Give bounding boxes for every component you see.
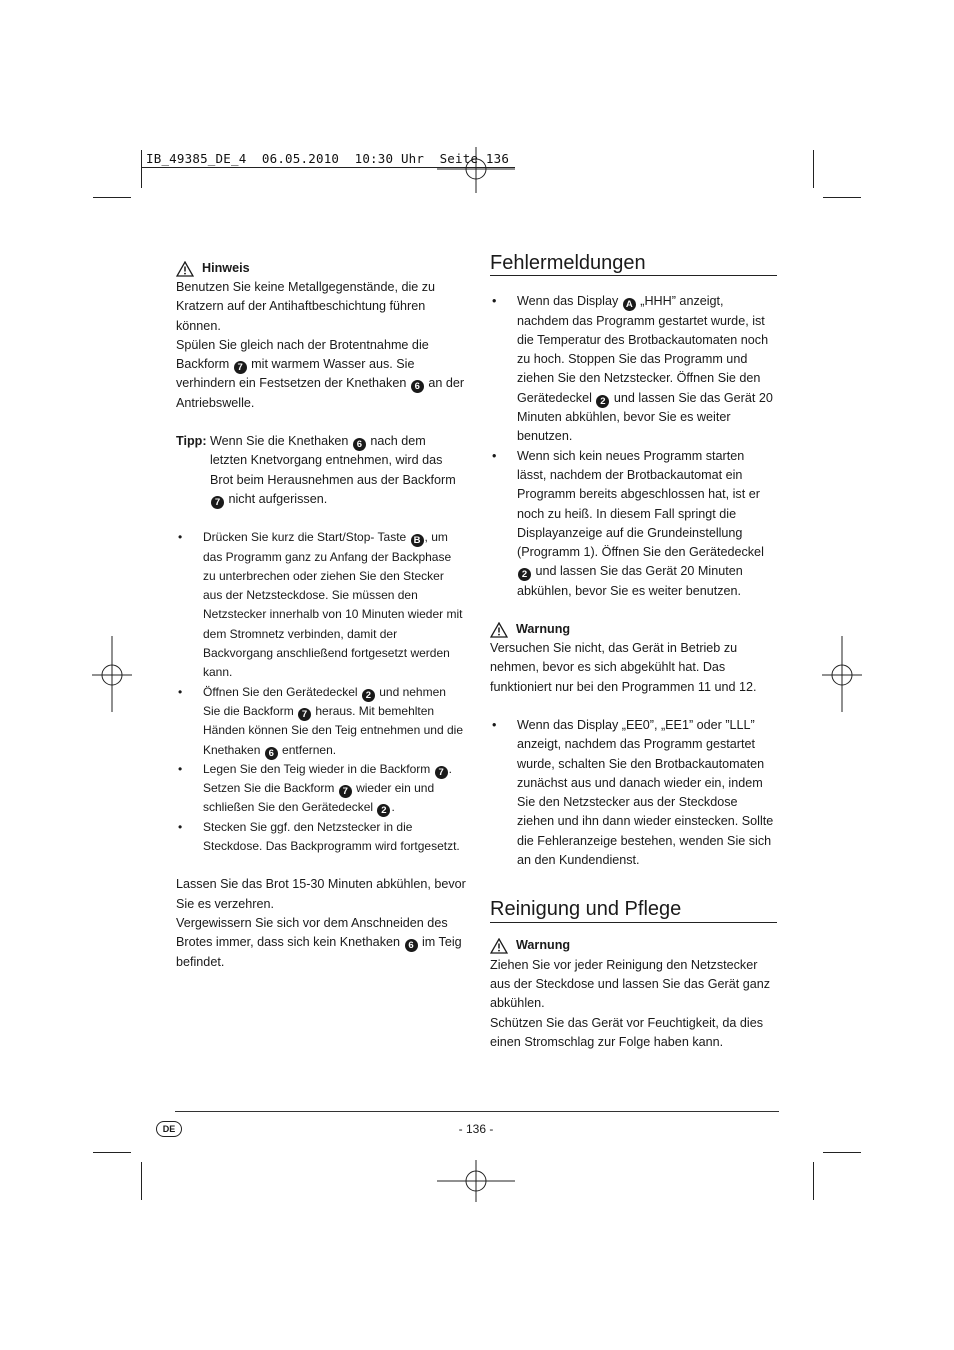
- ref-number-icon: 7: [435, 766, 448, 779]
- list-item: [490, 292, 777, 446]
- right-column: [490, 254, 777, 1052]
- list-item: [490, 447, 777, 601]
- print-slug: IB_49385_DE_4 06.05.2010 10:30 Uhr Seite 136: [146, 151, 510, 166]
- text-run: nicht aufgerissen.: [225, 491, 328, 506]
- ref-number-icon: 6: [353, 438, 366, 451]
- left-bullet-list: [176, 528, 466, 856]
- text-run: Wenn sich kein neues Programm starten lässt, nachdem der Brotbackautomat ein Programm bereits abgeschlossen hat, ist er noch zu heiß. In diesem Fall springt die Displayanzeige auf die Grundeinstellung (Programm 1). Öffnen Sie den Gerätedeckel: [517, 448, 764, 560]
- text-run: Wenn das Display: [517, 294, 622, 309]
- registration-mark-left: [92, 636, 134, 714]
- warning-icon: [176, 261, 194, 277]
- ref-number-icon: 7: [339, 785, 352, 798]
- warning-icon: [490, 938, 508, 954]
- hinweis-paragraph-1: [176, 278, 466, 336]
- warnung-heading-2: [490, 937, 777, 956]
- text-run: Vergewissern Sie sich vor dem Anschneiden des Brotes immer, dass sich kein Knethaken: [176, 915, 448, 950]
- ref-number-icon: 2: [518, 568, 531, 581]
- text-run: heraus. Mit bemehlten Händen können Sie den Teig entnehmen und die Knethaken: [203, 703, 463, 757]
- ref-number-icon: B: [411, 534, 424, 547]
- ref-number-icon: 7: [234, 361, 247, 374]
- left-column: [176, 259, 466, 972]
- slug-underline: [141, 167, 515, 168]
- warnung-text-1: [490, 639, 777, 697]
- text-run: Lassen Sie das Brot 15-30 Minuten abkühlen, bevor Sie es verzehren.: [176, 877, 466, 911]
- warning-icon: [490, 622, 508, 638]
- closing-paragraph-1: [176, 875, 466, 914]
- hinweis-heading: [176, 259, 466, 278]
- warnung-title-1: Warnung: [516, 621, 571, 636]
- text-run: an der Antriebswelle.: [176, 376, 465, 410]
- text-run: Öffnen Sie den Gerätedeckel: [203, 684, 361, 699]
- tipp-label: Tipp:: [176, 434, 207, 449]
- heading-fehlermeldungen: Fehlermeldungen: [490, 254, 777, 276]
- list-item: [176, 683, 466, 760]
- list-item: [176, 760, 466, 818]
- text-run: Versuchen Sie nicht, das Gerät in Betrieb zu nehmen, bevor es sich abgekühlt hat. Das funktioniert nur bei den Programmen 11 und 12.: [490, 641, 757, 694]
- text-run: „HHH” anzeigt, nachdem das Programm gestartet wurde, ist die Temperatur des Brotbackautomaten noch zu hoch. Stoppen Sie das Programm und ziehen Sie den Netzstecker. Öffnen Sie den Gerätedeckel: [517, 294, 769, 405]
- page-number: - 136 -: [458, 1122, 494, 1136]
- text-run: Legen Sie den Teig wieder in die Backform: [203, 761, 434, 776]
- fehler-bullet-list-1: [490, 292, 777, 601]
- ref-number-icon: 6: [411, 380, 424, 393]
- text-run: wieder ein und schließen Sie den Gerätedeckel: [203, 781, 435, 815]
- closing-paragraph-2: [176, 914, 466, 972]
- hinweis-paragraph-2: [176, 336, 466, 413]
- warnung-2-paragraph-2: [490, 1014, 777, 1053]
- text-run: und lassen Sie das Gerät 20 Minuten abkühlen, bevor Sie es weiter benutzen.: [517, 390, 773, 444]
- text-run: Benutzen Sie keine Metallgegenstände, die zu Kratzern auf der Antihaftbeschichtung führen können.: [176, 280, 436, 333]
- warnung-heading-1: [490, 620, 777, 639]
- text-run: Ziehen Sie vor jeder Reinigung den Netzstecker aus der Steckdose und lassen Sie das Gerät ganz abkühlen.: [490, 957, 771, 1011]
- text-run: und lassen Sie das Gerät 20 Minuten abkühlen, bevor Sie es weiter benutzen.: [517, 564, 743, 598]
- list-item: [490, 716, 777, 870]
- text-run: Wenn das Display „EE0”, „EE1” oder ”LLL” anzeigt, nachdem das Programm gestartet wurde, schalten Sie den Brotbackautomaten zunächst aus und danach wieder ein, indem Sie den Netzstecker aus der Steckdose ziehen und ihn dann wieder einstecken. Sollte die Fehleranzeige bestehen, wenden Sie sich an den Kundendienst.: [517, 717, 774, 868]
- text-run: mit warmem Wasser aus. Sie verhindern ein Festsetzen der Knethaken: [176, 357, 415, 391]
- ref-number-icon: 6: [405, 939, 418, 952]
- ref-number-icon: 2: [362, 689, 375, 702]
- text-run: . Setzen Sie die Backform: [203, 761, 452, 796]
- fehler-bullet-list-2: [490, 716, 777, 870]
- footer-rule: [175, 1111, 779, 1112]
- text-run: .: [391, 800, 395, 815]
- ref-number-icon: A: [623, 298, 636, 311]
- text-run: im Teig befindet.: [176, 935, 462, 969]
- text-run: Wenn Sie die Knethaken: [210, 434, 352, 449]
- text-run: Stecken Sie ggf. den Netzstecker in die Steckdose. Das Backprogramm wird fortgesetzt.: [203, 819, 460, 854]
- heading-reinigung: Reinigung und Pflege: [490, 900, 777, 922]
- hinweis-title: Hinweis: [202, 260, 250, 275]
- tipp-text: [210, 432, 466, 509]
- text-run: Drücken Sie kurz die Start/Stop- Taste: [203, 530, 410, 545]
- text-run: , um das Programm ganz zu Anfang der Backphase zu unterbrechen oder ziehen Sie den Stecker aus der Netzsteckdose. Sie müssen den Netzstecker innerhalb von 10 Minuten wieder mit dem Stromnetz verbinden, damit der Backvorgang anschließend fortgesetzt werden kann.: [203, 530, 463, 680]
- warnung-2-paragraph-1: [490, 956, 777, 1014]
- language-badge: DE: [156, 1121, 182, 1137]
- ref-number-icon: 2: [377, 804, 390, 817]
- text-run: Schützen Sie das Gerät vor Feuchtigkeit, da dies einen Stromschlag zur Folge haben kann.: [490, 1015, 764, 1049]
- registration-mark-bottom: [437, 1160, 517, 1204]
- registration-mark-right: [822, 636, 864, 714]
- text-run: und nehmen Sie die Backform: [203, 684, 446, 718]
- text-run: nach dem letzten Knetvorgang entnehmen, wird das Brot beim Herausnehmen aus der Backform: [210, 434, 456, 487]
- ref-number-icon: 6: [265, 747, 278, 760]
- ref-number-icon: 7: [298, 708, 311, 721]
- list-item: [176, 818, 466, 857]
- ref-number-icon: 2: [596, 395, 609, 408]
- text-run: entfernen.: [278, 742, 337, 757]
- text-run: Spülen Sie gleich nach der Brotentnahme die Backform: [176, 337, 429, 372]
- ref-number-icon: 7: [211, 496, 224, 509]
- tipp-block: [176, 432, 466, 509]
- list-item: [176, 528, 466, 682]
- warnung-title-2: Warnung: [516, 938, 571, 953]
